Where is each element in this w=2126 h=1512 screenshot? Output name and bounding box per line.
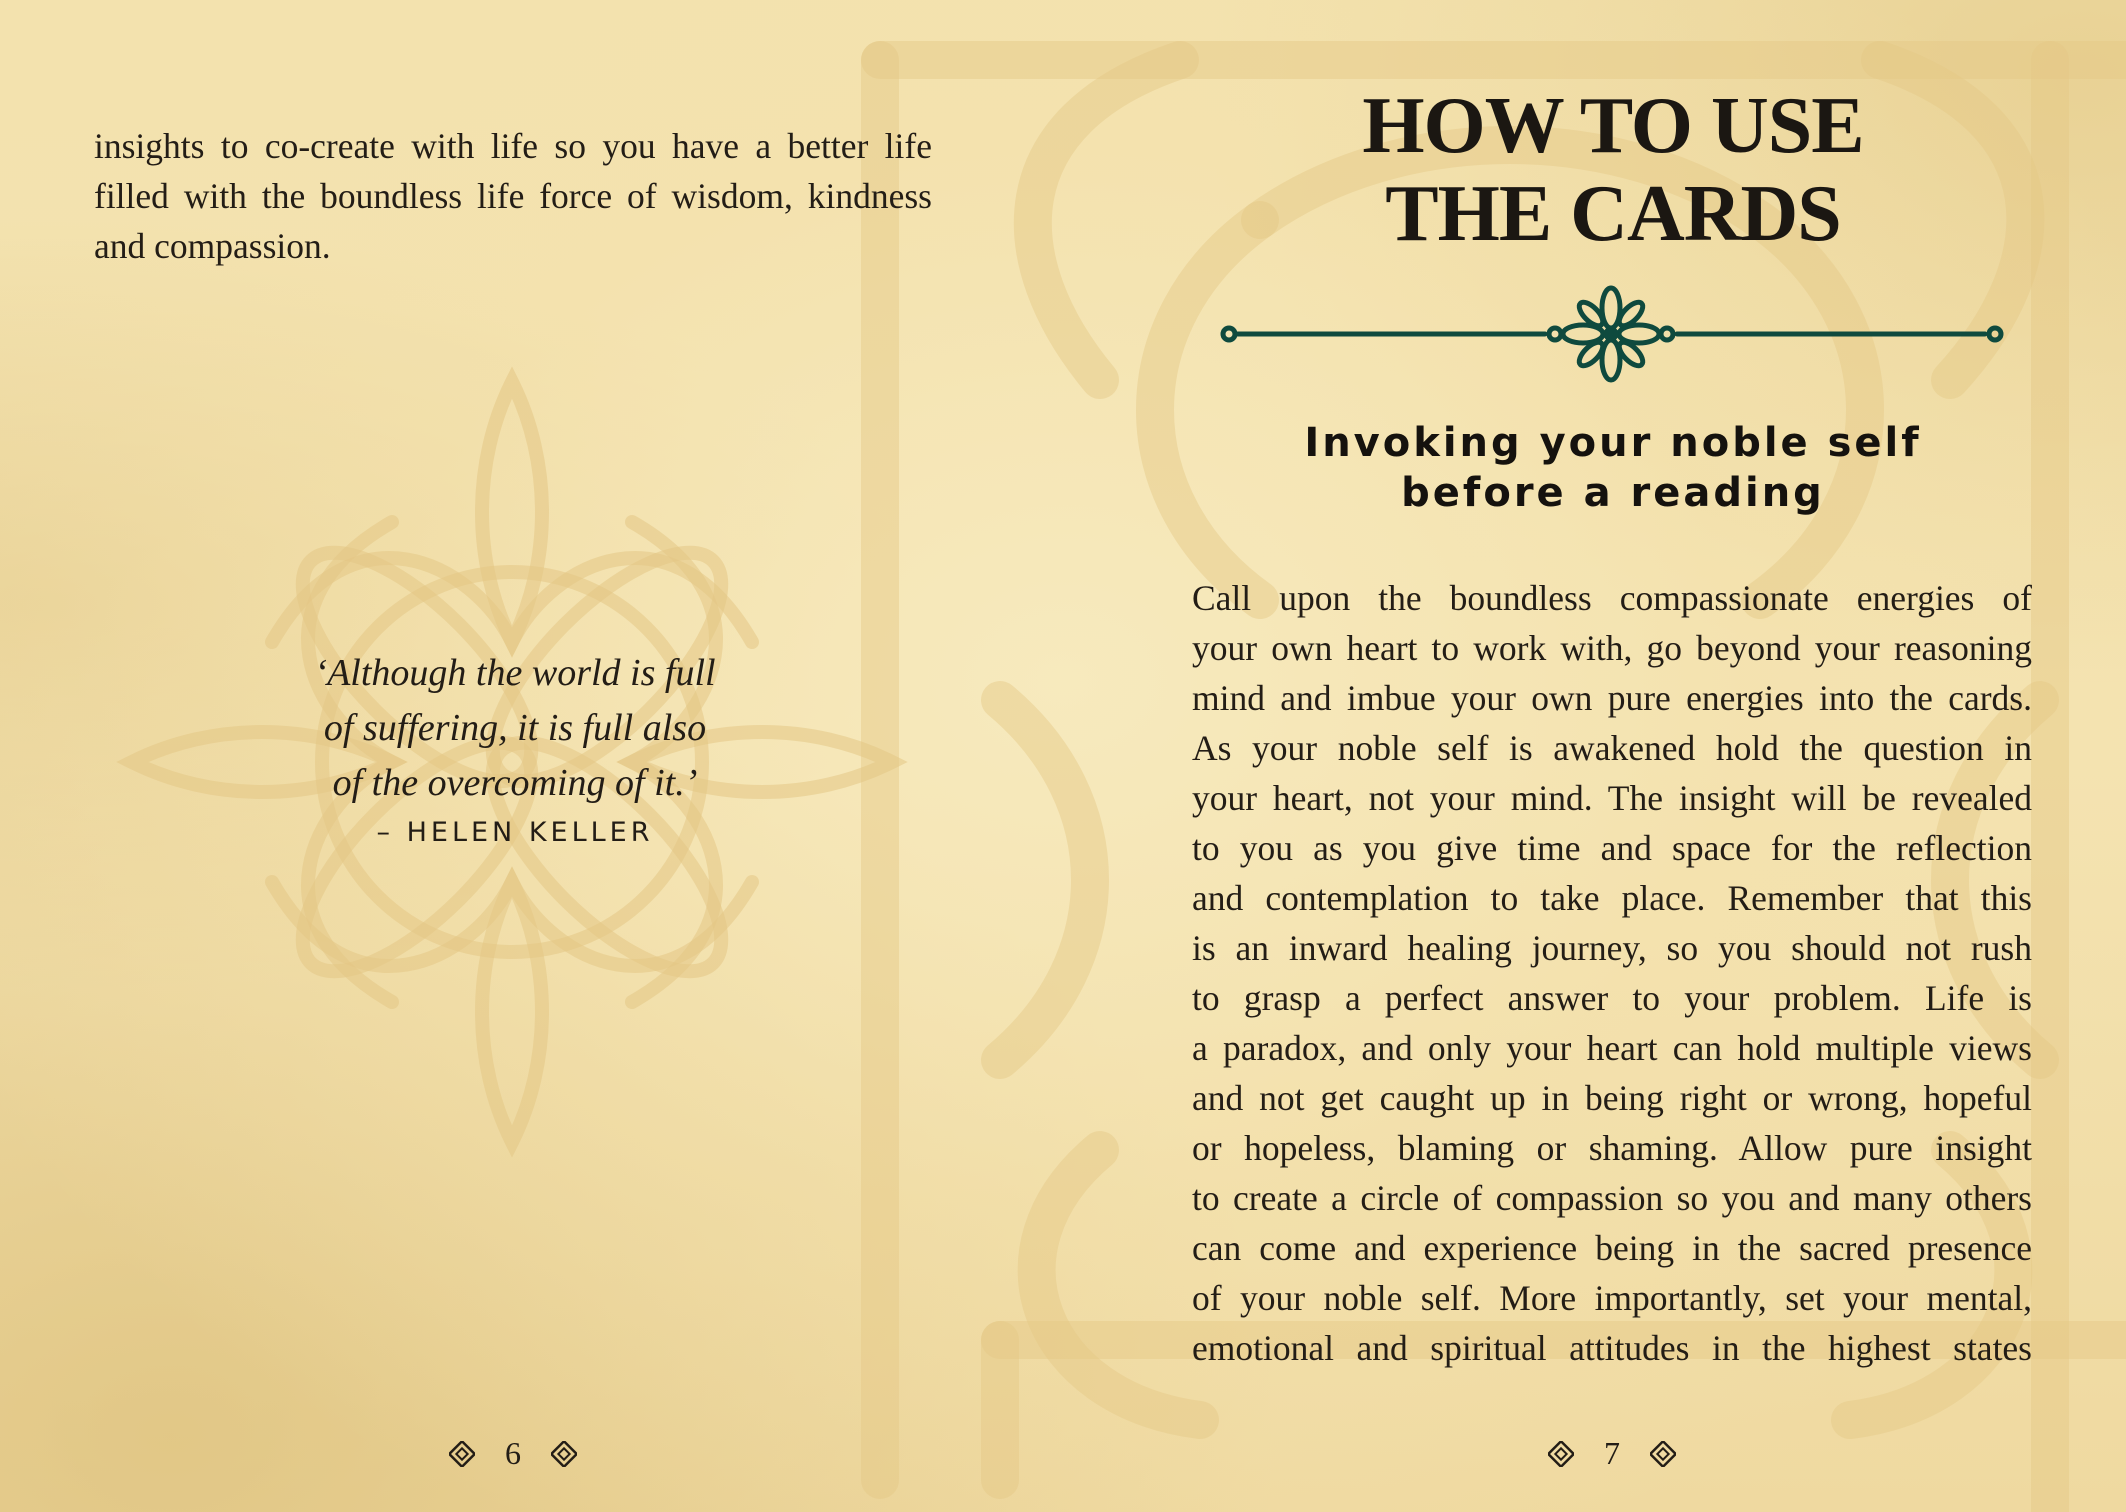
body-line: is an inward healing journey, so you should not rush [1192, 928, 2032, 968]
diamond-icon [551, 1441, 577, 1467]
page-number: 6 [505, 1435, 521, 1472]
diamond-icon [1650, 1441, 1676, 1467]
intro-line: and compassion. [94, 226, 331, 266]
diamond-icon [1548, 1441, 1574, 1467]
quote-author: – HELEN KELLER [376, 817, 654, 848]
body-paragraph [1192, 573, 2032, 1373]
quote-block [215, 646, 815, 848]
body-line: can come and experience being in the sacred presence [1192, 1228, 2032, 1268]
body-line: to grasp a perfect answer to your problem. Life is [1192, 978, 2032, 1018]
diamond-icon [449, 1441, 475, 1467]
page-number-right [1512, 1432, 1712, 1472]
title-line: THE CARDS [1385, 170, 1841, 258]
body-line: of your noble self. More importantly, set your mental, [1192, 1278, 2032, 1318]
body-line: to create a circle of compassion so you and many others [1192, 1178, 2032, 1218]
body-line: mind and imbue your own pure energies into the cards. [1192, 678, 2032, 718]
quote-line: ‘Although the world is full [314, 652, 716, 694]
floral-divider-icon [1215, 285, 2011, 385]
body-line: your heart, not your mind. The insight will be revealed [1192, 778, 2032, 818]
intro-paragraph [94, 121, 932, 271]
body-line: your own heart to work with, go beyond your reasoning [1192, 628, 2032, 668]
page-title [1163, 82, 2063, 258]
intro-line: filled with the boundless life force of wisdom, kindness [94, 176, 932, 216]
section-heading [1163, 418, 2063, 518]
body-line: emotional and spiritual attitudes in the highest states [1192, 1328, 2032, 1368]
intro-line: insights to co-create with life so you have a better life [94, 126, 932, 166]
body-line: Call upon the boundless compassionate energies of [1192, 578, 2032, 618]
body-line: to you as you give time and space for the reflection [1192, 828, 2032, 868]
page-number-left [413, 1432, 613, 1472]
body-line: or hopeless, blaming or shaming. Allow pure insight [1192, 1128, 2032, 1168]
quote-line: of the overcoming of it.’ [332, 762, 698, 804]
body-line: and contemplation to take place. Remember that this [1192, 878, 2032, 918]
subheading-line: before a reading [1401, 470, 1825, 516]
body-line: and not get caught up in being right or wrong, hopeful [1192, 1078, 2032, 1118]
subheading-line: Invoking your noble self [1304, 420, 1922, 466]
quote-line: of suffering, it is full also [323, 707, 707, 749]
title-line: HOW TO USE [1362, 82, 1864, 170]
body-line: As your noble self is awakened hold the question in [1192, 728, 2032, 768]
page-number: 7 [1604, 1435, 1620, 1472]
body-line: a paradox, and only your heart can hold multiple views [1192, 1028, 2032, 1068]
